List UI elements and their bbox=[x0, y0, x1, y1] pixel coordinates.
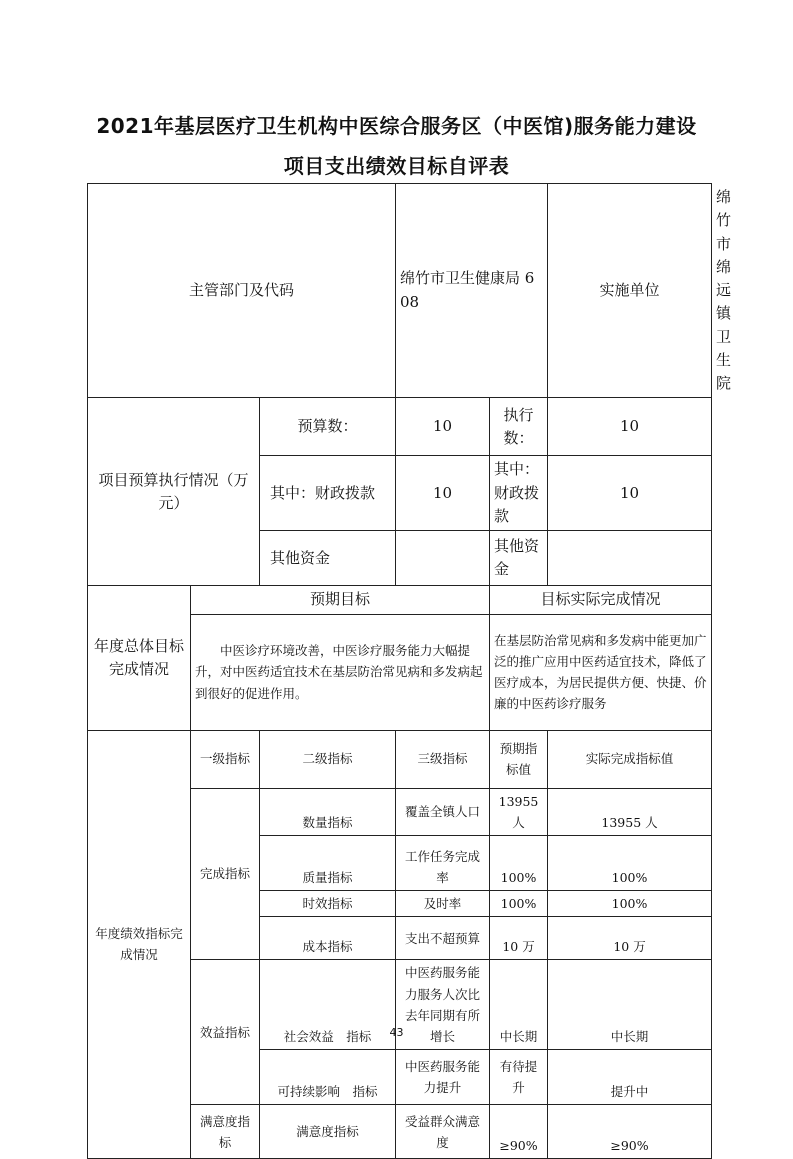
budget-label: 预算数： bbox=[260, 398, 396, 456]
table-row-level2: 满意度指标 bbox=[260, 1105, 396, 1159]
col-level1: 一级指标 bbox=[191, 730, 260, 788]
dept-value: 绵竹市卫生健康局 608 bbox=[396, 184, 548, 398]
fiscal-label: 其中：财政拨款 bbox=[260, 456, 396, 531]
table-row-level3: 工作任务完成率 bbox=[396, 836, 490, 891]
budget-value: 10 bbox=[396, 398, 490, 456]
other-value bbox=[396, 531, 490, 586]
annual-section-label: 年度总体目标完成情况 bbox=[88, 586, 191, 730]
table-row-expected: 10 万 bbox=[490, 917, 548, 960]
col-level2: 二级指标 bbox=[260, 730, 396, 788]
table-row-expected: ≥90% bbox=[490, 1105, 548, 1159]
expected-header: 预期目标 bbox=[191, 586, 490, 614]
table-row-actual: 100% bbox=[548, 836, 712, 891]
table-row-level2: 社会效益 指标 bbox=[260, 960, 396, 1050]
table-row-actual: 提升中 bbox=[548, 1050, 712, 1105]
table-row-expected: 100% bbox=[490, 891, 548, 917]
table-row-level2: 成本指标 bbox=[260, 917, 396, 960]
exec-label: 执行数： bbox=[490, 398, 548, 456]
document-title-line2: 项目支出绩效目标自评表 bbox=[283, 154, 510, 178]
table-row-level3: 支出不超预算 bbox=[396, 917, 490, 960]
table-row-level2: 数量指标 bbox=[260, 788, 396, 836]
budget-section-label: 项目预算执行情况（万元） bbox=[88, 398, 260, 586]
actual-text: 在基层防治常见病和多发病中能更加广泛的推广应用中医药适宜技术，降低了医疗成本，为居民提供方便、快捷、价廉的中医药诊疗服务 bbox=[490, 614, 712, 730]
group-benefit: 效益指标 bbox=[191, 960, 260, 1105]
fiscal-exec-label: 其中：财政拨款 bbox=[490, 456, 548, 531]
page-number: 43 bbox=[389, 1026, 404, 1039]
table-row-actual: 13955 人 bbox=[548, 788, 712, 836]
group-satisfaction: 满意度指标 bbox=[191, 1105, 260, 1159]
table-row-expected: 有待提升 bbox=[490, 1050, 548, 1105]
other-exec-label: 其他资金 bbox=[490, 531, 548, 586]
table-row-expected: 100% bbox=[490, 836, 548, 891]
table-row-level3: 受益群众满意度 bbox=[396, 1105, 490, 1159]
table-row-actual: 100% bbox=[548, 891, 712, 917]
self-evaluation-table: 主管部门及代码 绵竹市卫生健康局 608 实施单位 绵竹市绵远镇卫生院 项目预算执行情况（万元） 预算数： 10 执行数： 10 其中：财政拨款 10 其中：财政拨款 10 其他资金 其他资金 年度总体目标完成情况 预期目标 目标实际完成情况 中医诊疗环境改善，中医诊疗服务能力大幅提升，对中医药适宜技术在基层防治常见病和多发病起到很好的促进作用。 在基层防治常见病和多发病中能更加广泛的推广应用中医药适宜技术，降低了医疗成本，为居民提供方便、快捷、价廉的中医药诊疗服务 年度绩效指标完成情况 一级指标 二级指标 三级指标 预期指标值 实际完成指标值 完成指标 数量指标 覆盖全镇人口 13955 人 13955 人 质量指标 工作任务完成率 100% 100% 时效指标 及时率 100% 100% 成本指标 支出不超预算 10 万 10 万 效益指标 社会效益 指标 中医药服务能力服务人次比去年同期有所增长 中长期 中长期 可持续影响 指标 中医药服务能力提升 有待提升 提升中 满意度指标 满意度指标 受益群众满意度 ≥90% ≥90% bbox=[87, 183, 712, 1159]
table-row-level2: 可持续影响 指标 bbox=[260, 1050, 396, 1105]
group-completion: 完成指标 bbox=[191, 788, 260, 960]
fiscal-value: 10 bbox=[396, 456, 490, 531]
table-row-expected: 13955 人 bbox=[490, 788, 548, 836]
table-row-level3: 及时率 bbox=[396, 891, 490, 917]
col-expected: 预期指标值 bbox=[490, 730, 548, 788]
table-row-actual: 10 万 bbox=[548, 917, 712, 960]
other-exec-value bbox=[548, 531, 712, 586]
col-level3: 三级指标 bbox=[396, 730, 490, 788]
document-title-line1: 2021年基层医疗卫生机构中医综合服务区（中医馆)服务能力建设 bbox=[96, 114, 697, 138]
table-row-level3: 中医药服务能力服务人次比去年同期有所增长 bbox=[396, 960, 490, 1050]
table-row-level2: 时效指标 bbox=[260, 891, 396, 917]
table-row-actual: 中长期 bbox=[548, 960, 712, 1050]
other-label: 其他资金 bbox=[260, 531, 396, 586]
impl-label: 实施单位 bbox=[548, 184, 712, 398]
dept-label: 主管部门及代码 bbox=[88, 184, 396, 398]
table-row-actual: ≥90% bbox=[548, 1105, 712, 1159]
exec-value: 10 bbox=[548, 398, 712, 456]
table-row-level3: 中医药服务能力提升 bbox=[396, 1050, 490, 1105]
actual-header: 目标实际完成情况 bbox=[490, 586, 712, 614]
fiscal-exec-value: 10 bbox=[548, 456, 712, 531]
table-row-level3: 覆盖全镇人口 bbox=[396, 788, 490, 836]
table-row-level2: 质量指标 bbox=[260, 836, 396, 891]
table-row-expected: 中长期 bbox=[490, 960, 548, 1050]
col-actual: 实际完成指标值 bbox=[548, 730, 712, 788]
expected-text: 中医诊疗环境改善，中医诊疗服务能力大幅提升，对中医药适宜技术在基层防治常见病和多发病起到很好的促进作用。 bbox=[191, 614, 490, 730]
kpi-section-label: 年度绩效指标完成情况 bbox=[88, 730, 191, 1159]
